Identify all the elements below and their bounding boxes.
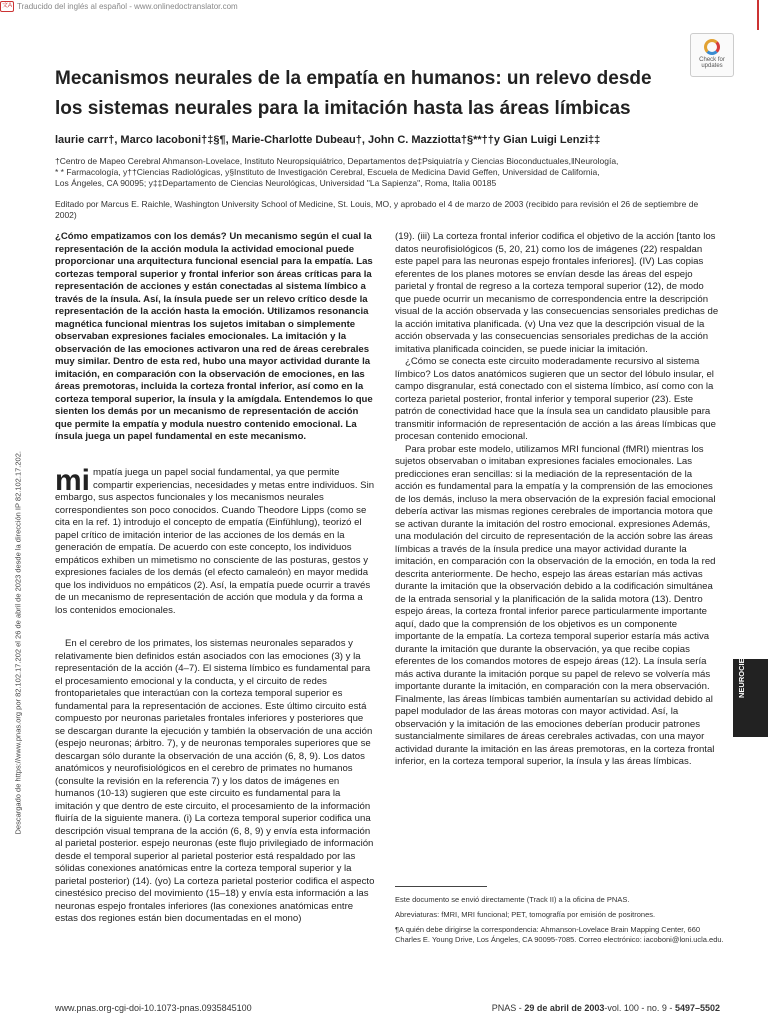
footnote: Este documento se envió directamente (Track II) a la oficina de PNAS. (395, 895, 630, 904)
author-list: laurie carr†, Marco Iacoboni†‡§¶, Marie-Charlotte Dubeau†, John C. Mazziotta†§**††y Gian Luigi Lenzi‡‡ (55, 134, 601, 146)
intro-text: mpatía juega un papel social fundamental, ya que permite compartir experiencias, necesidades y metas entre individuos. Sin embargo, sus aspectos funcionales y los mecanismos neurales correspondientes son poco conocidos. Cuando Theodore Lipps (como se cita en la ref. 1) introdujo el concepto de empatía (Einfühlung), teorizó el papel crítico de imitación interior de las acciones de los demás en la generación de empatía. De acuerdo con este concepto, los individuos empáticos exhiben un mimetismo no consciente de las posturas, gestos y expresiones faciales de los demás (el efecto camaleón) en mayor medida que los individuos no empáticos (2). Así, la empatía puede ocurrir a través de un mecanismo de representación de acción que modula y da forma a los contenidos emocionales. (55, 467, 375, 616)
paragraph-text: Para probar este modelo, utilizamos MRI funcional (fMRI) mientras los sujetos observaban o imitaban expresiones faciales emocionales. Las predicciones eran sencillas: si la mediación de la representación de la acción es fundamental para la empatía y la comprensión de las emociones de los demás, incluso la mera observación de la expresión facial emocional debería activar las mismas regiones cerebrales de importancia motora que se activan durante la imitación del rostro emocional. expresiones Además, una modulación del circuito de representación de la acción sobre las áreas límbicas a través de la ínsula predice una mayor actividad durante la imitación, en comparación con la observación de la emoción, en toda la red descrita anteriormente. De hecho, espejo las áreas estarían más activas durante la imitación que la observación debido a la codificación simultánea de la entrada sensorial y la planificación de la salida motora (13). Dentro espejo áreas, la corteza frontal inferior parece particularmente importante aquí, dado que la comprensión de los objetivos es un componente importante de la empatía. La corteza temporal superior estaría más activa durante la imitación que durante la observación, ya que recibe copias eferentes de los comandos motores de espejo áreas (12). La ínsula sería más activa durante la imitación porque su papel de relevo se volvería más importante durante la imitación, en comparación con la mera observación. Finalmente, las áreas límbicas también aumentarían su actividad debido al papel modulador de las áreas motoras con mayor actividad. Así, la observación y la imitación de las emociones deberían producir patrones sustancialmente similares de áreas cerebrales activadas, con una mayor actividad durante la imitación en las áreas premotoras, en la corteza frontal inferior, en la corteza temporal superior, la ínsula y las áreas límbicas. (395, 443, 716, 767)
section-tab-label: NEUROCIENCIA (737, 640, 746, 698)
right-column (395, 231, 720, 769)
paragraph-text: En el cerebro de los primates, los sistemas neuronales separados y relativamente bien definidos están asociados con las emociones (3) y la representación de la acción (4–7). El sistema límbico es fundamental para el procesamiento emocional y la conducta, y el circuito de redes frontoparietales que interactúan con la corteza temporal superior es fundamental para la representación de acciones. Este último circuito está compuesto por neuronas parietales frontales inferiores y posteriores que se descargan durante la ejecución y también la observación de una acción (espejo neuronas; árbitro. 7), y de neuronas temporales superiores que se descargan sólo durante la observación de una acción (6, 8, 9). Los datos anatómicos y neurofisiológicos en el cerebro de primates no humanos (consulte la revisión en la referencia 7) y los datos de imágenes en humanos (10-13) sugieren que este circuito es fundamental para la imitación y que dentro de este circuito, el procesamiento de la información fluiría de la siguiente manera. (i) La corteza temporal superior codifica una descripción visual temprana de la acción (6, 8, 9) y envía esta información al parietal posterior. espejo neuronas (este flujo privilegiado de información desde el temporal superior al parietal posterior está respaldado por las sólidas conexiones anatómicas entre la corteza temporal superior y la parietal posterior) (14). (yo) La corteza parietal posterior codifica el aspecto cinestésico preciso del movimiento (15–18) y envía esta información a las neuronas espejo frontales inferiores (las conexiones anatómicas entre estas dos regiones están bien documentadas en el mono) (55, 638, 375, 924)
footnote-divider (395, 886, 487, 887)
article-title: Mecanismos neurales de la empatía en humanos: un relevo desde los sistemas neurales para la imitación hasta las áreas límbicas (55, 68, 652, 119)
body-paragraph (55, 638, 375, 926)
badge-label: Check for updates (699, 57, 725, 69)
abstract (55, 231, 375, 444)
footer-date: 29 de abril de 2003 (524, 1003, 605, 1013)
footnote: Abreviaturas: fMRI, MRI funcional; PET, tomografía por emisión de positrones. (395, 910, 656, 919)
footnote-correspondence: ¶A quién debe dirigirse la correspondencia: Ahmanson-Lovelace Brain Mapping Center, 660 Charles E. Young Drive, Los Ángeles, CA 90095-7085. Correo electrónico: iacoboni@loni.ucla.edu. (395, 925, 724, 944)
footer-volume: -vol. 100 - no. 9 - (604, 1003, 673, 1013)
footer-citation (470, 1003, 720, 1013)
download-stamp: Descargado de https://www.pnas.org por 82.102.17.202 el 26 de abril de 2023 desde la dirección IP 82.102.17.202. (13, 451, 23, 835)
translation-notice[interactable]: Traducido del inglés al español - www.onlinedoctranslator.com (17, 1, 238, 11)
paragraph-text: ¿Cómo se conecta este circuito moderadamente recursivo al sistema límbico? Los datos anatómicos sugieren que un sector del lóbulo insular, el campo disgranular, está conectado con el sistema límbico, así como con la corteza parietal posterior, frontal inferior y temporal superior (23). Este patrón de conectividad hace que la ínsula sea un candidato plausible para transmitir información de representación de acción a las áreas límbicas que procesan contenido emocional. (395, 356, 717, 442)
intro-paragraph (55, 464, 375, 617)
abstract-text: ¿Cómo empatizamos con los demás? Un mecanismo según el cual la representación de la acción modula la actividad emocional puede proporcionar una arquitectura funcional esencial para la empatía. Las cortezas temporal superior y frontal inferior son áreas críticas para la representación de acciones y están conectadas al sistema límbico a través de la ínsula. Así, la ínsula puede ser un relevo crítico desde la representación de la acción hasta la emoción. Utilizamos resonancia magnética funcional mientras los sujetos imitaban o simplemente observaban expresiones faciales emocionales. La imitación y la observación de las emociones activaron una red de áreas cerebrales muy similar. Dentro de esta red, hubo una mayor actividad durante la imitación, en comparación con la observación de emociones, en las áreas premotoras, incluida la corteza frontal inferior, así como en la corteza temporal superior, la ínsula y la amígdala. Entendemos lo que sienten los demás por un mecanismo de representación de acción que permite la empatía y modula nuestro contenido emocional. La ínsula juega un papel fundamental en este mecanismo. (55, 231, 373, 442)
updates-icon (704, 39, 720, 55)
section-tab (733, 640, 768, 737)
footer-pages: 5497–5502 (674, 1003, 720, 1013)
affiliation-line: †Centro de Mapeo Cerebral Ahmanson-Lovelace, Instituto Neuropsiquiátrico, Departamentos de‡Psiquiatría y Ciencias Bioconductuales,‖Neurología, (55, 156, 619, 166)
translate-icon: 文A (0, 1, 14, 12)
check-for-updates-badge[interactable] (690, 33, 734, 77)
translation-bar[interactable] (0, 0, 238, 12)
editor-note: Editado por Marcus E. Raichle, Washington University School of Medicine, St. Louis, MO, y aprobado el 4 de marzo de 2003 (recibido para revisión el 26 de septiembre de 2002) (55, 199, 699, 220)
drop-cap: mi (55, 464, 91, 497)
affiliation-line: * * Farmacología, y††Ciencias Radiológicas, y§Instituto de Investigación Cerebral, Escuela de Medicina David Geffen, Universidad de California, (55, 167, 600, 177)
footer-journal: PNAS - (491, 1003, 522, 1013)
affiliation-line: Los Ángeles, CA 90095; y‡‡Departamento de Ciencias Neurológicas, Universidad "La Sapienza", Roma, Italia 00185 (55, 178, 497, 188)
paragraph-text: (19). (iii) La corteza frontal inferior codifica el objetivo de la acción [tanto los datos neurofisiológicos (5, 20, 21) como los de imágenes (22) respaldan este papel para las neuronas espejo frontales inferiores]. (IV) Las copias eferentes de los planes motores se envían desde las áreas del espejo parietal y frontal de regreso a la corteza temporal superior (12), de modo que puede ocurrir un mecanismo de correspondencia entre la descripción visual de la acción observada y las consecuencias sensoriales predichas de la acción imitativa planificada. (v) Una vez que la descripción visual de la acción observada y las consecuencias sensoriales predichas de la acción imitativa planificada coinciden, se puede iniciar la imitación. (395, 231, 719, 355)
footer-doi[interactable]: www.pnas.org-cgi-doi-10.1073-pnas.0935845100 (55, 1003, 252, 1013)
affiliations (55, 156, 705, 189)
top-accent-bar (757, 0, 759, 30)
